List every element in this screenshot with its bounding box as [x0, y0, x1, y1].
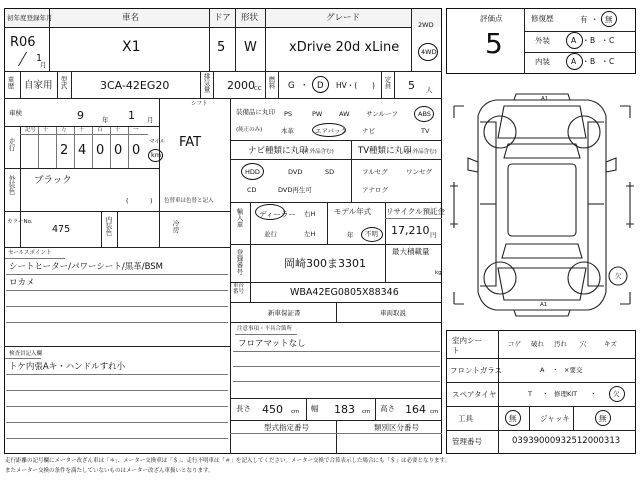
width-label: 幅	[311, 404, 319, 413]
nav-item: HDD	[245, 168, 260, 176]
color-note-paren: (	[126, 197, 129, 205]
tv-item: ワンセグ	[406, 168, 432, 176]
exterior-grade: ・	[582, 36, 590, 45]
type-value: 3CA-42EG20	[100, 79, 170, 92]
tv-item: フルセグ	[362, 168, 388, 176]
shape-label: 形状	[241, 13, 259, 23]
right-h: 右H	[304, 210, 316, 218]
width-value: 183	[334, 403, 355, 416]
fuel-close: )	[372, 81, 375, 90]
chassis-value: WBA42EG0805X88346	[290, 287, 399, 298]
shift-value: FAT	[179, 135, 202, 150]
footer-line2: またメーター交換の条件を満たしていないものはメーター改ざん車扱いとなります。	[5, 468, 214, 474]
equip-item: TV	[421, 127, 430, 135]
spare-option: ・	[590, 390, 597, 398]
grade-value: xDrive 20d xLine	[289, 40, 400, 55]
first-reg-value: R06	[10, 35, 36, 50]
car-damage-diagram	[446, 86, 638, 324]
airbag-circle	[312, 123, 346, 137]
repair-no: 無	[605, 15, 613, 24]
exterior-grade: A	[571, 36, 577, 45]
tv-label: TV種類に丸印	[358, 146, 412, 156]
odo-digit: 0	[132, 143, 141, 158]
nav-item: DVD再生可	[278, 186, 312, 194]
mileage-label: 走行	[7, 138, 16, 151]
shift-label: シフト	[191, 101, 208, 107]
seat-option: 破れ	[531, 340, 544, 348]
displacement-value: 2000	[227, 79, 255, 92]
drive-2wd: 2WD	[418, 21, 434, 29]
seat-label: 室内シート	[452, 336, 482, 355]
jack-label: ジャッキ	[540, 414, 570, 423]
model-year-value: 不明	[365, 230, 378, 238]
equip-item: AW	[339, 110, 350, 118]
doors-value: 5	[217, 40, 226, 55]
odo-header: 記号	[25, 127, 37, 133]
max-load-unit: kg	[435, 270, 442, 276]
left-h: 左H	[304, 230, 316, 238]
inspector-label: 検査員記入欄	[9, 351, 43, 357]
equip-item: PW	[312, 110, 323, 118]
inspection-year-unit: 年	[102, 116, 109, 124]
hdd-circle	[241, 163, 264, 180]
color-value: ブラック	[34, 175, 72, 186]
repair-sep: ・	[591, 15, 599, 24]
sales-points-label: セールスポイント	[8, 250, 52, 256]
color-label: 外装色	[7, 175, 16, 195]
tv-sub: (社外品含む)	[405, 149, 437, 155]
interior-grade: ・	[601, 57, 609, 66]
odo-header: 十	[43, 127, 49, 133]
exterior-label: 外装	[535, 36, 550, 45]
spare-label: スペアタイヤ	[452, 390, 497, 399]
type-label: 型式	[59, 76, 68, 89]
odo-header: 万	[61, 127, 67, 133]
glass-option: ・	[552, 366, 559, 374]
equipment-label: 装備品に丸印	[236, 108, 275, 116]
grade-label: グレード	[326, 13, 361, 23]
interior-grade-label: 内装	[535, 57, 550, 66]
height-value: 164	[405, 403, 426, 416]
footer-line1: 走行距離の記号欄にメーター改ざん車は「＊」、メーター交換車は「＄」、走行不明車は「＃」を記入してください。メーター交換で合算表示した場合にも「＄」は必要となります。	[5, 458, 451, 464]
seat-option: キズ	[604, 340, 617, 348]
equip-item: エアバック	[315, 127, 347, 135]
color-note-close: )	[150, 197, 153, 205]
glass-option: ×要交	[564, 366, 583, 374]
odo-digit: 0	[96, 143, 105, 158]
color-no-value: 475	[52, 224, 71, 235]
interior-grade: B	[590, 57, 596, 66]
odo-header: 十	[115, 127, 121, 133]
exterior-grade: ・	[601, 36, 609, 45]
score-label: 評価点	[480, 14, 503, 23]
control-label: 管理番号	[452, 437, 482, 446]
inspection-month-unit: 月	[147, 116, 154, 124]
notes-label: 注意事項・不具合箇所	[237, 326, 293, 332]
inspector-line1: トケ内張Aキ・ハンドルすれ小	[9, 362, 126, 372]
model-name-label: 車名	[122, 13, 140, 23]
first-reg-month: 1	[36, 53, 43, 64]
parallel-label: 並行	[264, 230, 277, 238]
control-value: 03939000932512000313	[512, 436, 621, 446]
nav-label: ナビ種類に丸印	[248, 146, 308, 156]
seat-option: 汚れ	[554, 340, 567, 348]
chassis-label: 車台番号	[233, 283, 245, 295]
use-label: 車歴	[6, 76, 15, 89]
sales-points-line1: シートヒーター/パワーシート/黒革/BSM	[9, 262, 163, 272]
interior-grade: ・	[582, 57, 590, 66]
equip-item: PS	[284, 110, 293, 118]
color-no-label: カラーNo.	[7, 219, 33, 225]
mile-label: マイル	[149, 139, 166, 145]
diagram-note: 欠	[615, 272, 622, 280]
glass-option: A	[540, 366, 545, 374]
nav-sub: (社外品含む)	[302, 149, 334, 155]
diagram-a1-bottom: A1	[540, 302, 548, 308]
nav-item: SD	[325, 168, 335, 176]
plate-label: 登録番号	[235, 249, 244, 275]
plate-value: 岡崎300ま3301	[284, 257, 366, 270]
length-unit: cm	[291, 409, 300, 415]
exterior-grade: B	[590, 36, 596, 45]
km-label: km	[151, 151, 162, 159]
drive-4wd: 4WD	[421, 48, 437, 56]
model-name-value: X1	[122, 39, 141, 55]
first-reg-label: 初年度登録年月	[7, 14, 53, 22]
glass-label: フロントガラス	[450, 366, 503, 375]
recycle-unit: 円	[430, 231, 437, 239]
interior-grade: C	[609, 57, 615, 66]
fuel-label: 燃料	[267, 76, 276, 89]
inspection-year: 9	[77, 109, 84, 122]
jack-value: 無	[599, 414, 607, 423]
equip-item: ナビ	[362, 127, 375, 135]
height-label: 高さ	[380, 404, 395, 413]
fuel-d: D	[317, 81, 324, 91]
odo-header: 一	[133, 127, 139, 133]
length-value: 450	[262, 403, 283, 416]
displacement-unit: CC	[254, 86, 262, 92]
repair-label: 修復歴	[531, 14, 554, 23]
spare-option: 欠	[613, 390, 620, 398]
width-unit: cm	[362, 409, 371, 415]
max-load-label: 最大積載量	[392, 247, 430, 256]
tools-label: 工具	[458, 414, 473, 423]
odo-header: 百	[97, 127, 103, 133]
type-spec-label: 型式指定番号	[264, 423, 309, 432]
abs-circle	[414, 106, 434, 122]
equipment-sub: (純正のみ)	[236, 127, 263, 133]
nav-item: CD	[247, 186, 257, 194]
inspection-label: 車検	[9, 109, 22, 117]
exterior-a-circle	[566, 32, 583, 49]
dealer-label: ディーラー	[259, 210, 296, 219]
class-label: 類別区分番号	[374, 423, 419, 432]
displacement-label: 排気量	[202, 73, 211, 93]
odo-header: 千	[79, 127, 85, 133]
spare-option: 修理KIT	[554, 390, 578, 398]
spare-option: ・	[542, 390, 549, 398]
repair-yes: 有	[580, 15, 588, 24]
shape-value: W	[244, 40, 257, 55]
notes-line1: フロアマットなし	[238, 339, 306, 349]
score-value: 5	[485, 27, 503, 60]
diagram-a1-top: A1	[541, 96, 549, 102]
odo-digit: 4	[78, 143, 87, 158]
interior-a-circle	[566, 53, 583, 70]
spare-option: T	[528, 390, 532, 398]
length-label: 長さ	[236, 404, 251, 413]
model-year-label: モデル年式	[334, 207, 372, 216]
equip-item: サンルーフ	[366, 110, 398, 118]
tv-item: アナログ	[362, 186, 388, 194]
manual: 車両取説	[380, 309, 406, 317]
odo-digit: 2	[60, 143, 69, 158]
capacity-unit: 人	[426, 86, 433, 94]
nav-item: DVD	[288, 168, 303, 176]
interior-grade: A	[571, 57, 577, 66]
equip-item: 本革	[281, 127, 294, 135]
recycle-label: リサイクル預託金	[386, 207, 445, 216]
model-year-unit: 年	[347, 231, 354, 239]
seat-option: コゲ	[508, 340, 521, 348]
equip-item: ABS	[418, 110, 431, 118]
first-reg-month-unit: 月	[40, 61, 47, 69]
recycle-value: 17,210	[391, 224, 430, 237]
new-warranty: 新車保証書	[268, 309, 301, 317]
exterior-grade: C	[609, 36, 615, 45]
fuel-g: G	[288, 81, 295, 91]
use-value: 自家用	[24, 80, 53, 91]
doors-label: ドア	[214, 13, 231, 23]
color-note: 色替車は色替と記入	[164, 198, 214, 204]
cooler-label: 冷房	[171, 220, 180, 233]
fuel-hv: HV・(	[336, 81, 358, 90]
odo-digit: 0	[114, 143, 123, 158]
dealer-circle	[255, 204, 285, 220]
sales-points-line2: ロカメ	[9, 278, 35, 288]
inspection-month: 1	[128, 109, 135, 122]
capacity-value: 5	[408, 79, 415, 92]
height-unit: cm	[430, 409, 439, 415]
tools-value: 無	[509, 414, 517, 423]
interior-label: 内装色	[104, 216, 113, 236]
capacity-label: 定員	[383, 76, 392, 89]
spare-missing-circle	[609, 386, 625, 402]
import-label: 輸入車	[235, 208, 244, 228]
seat-option: 穴	[580, 340, 587, 348]
